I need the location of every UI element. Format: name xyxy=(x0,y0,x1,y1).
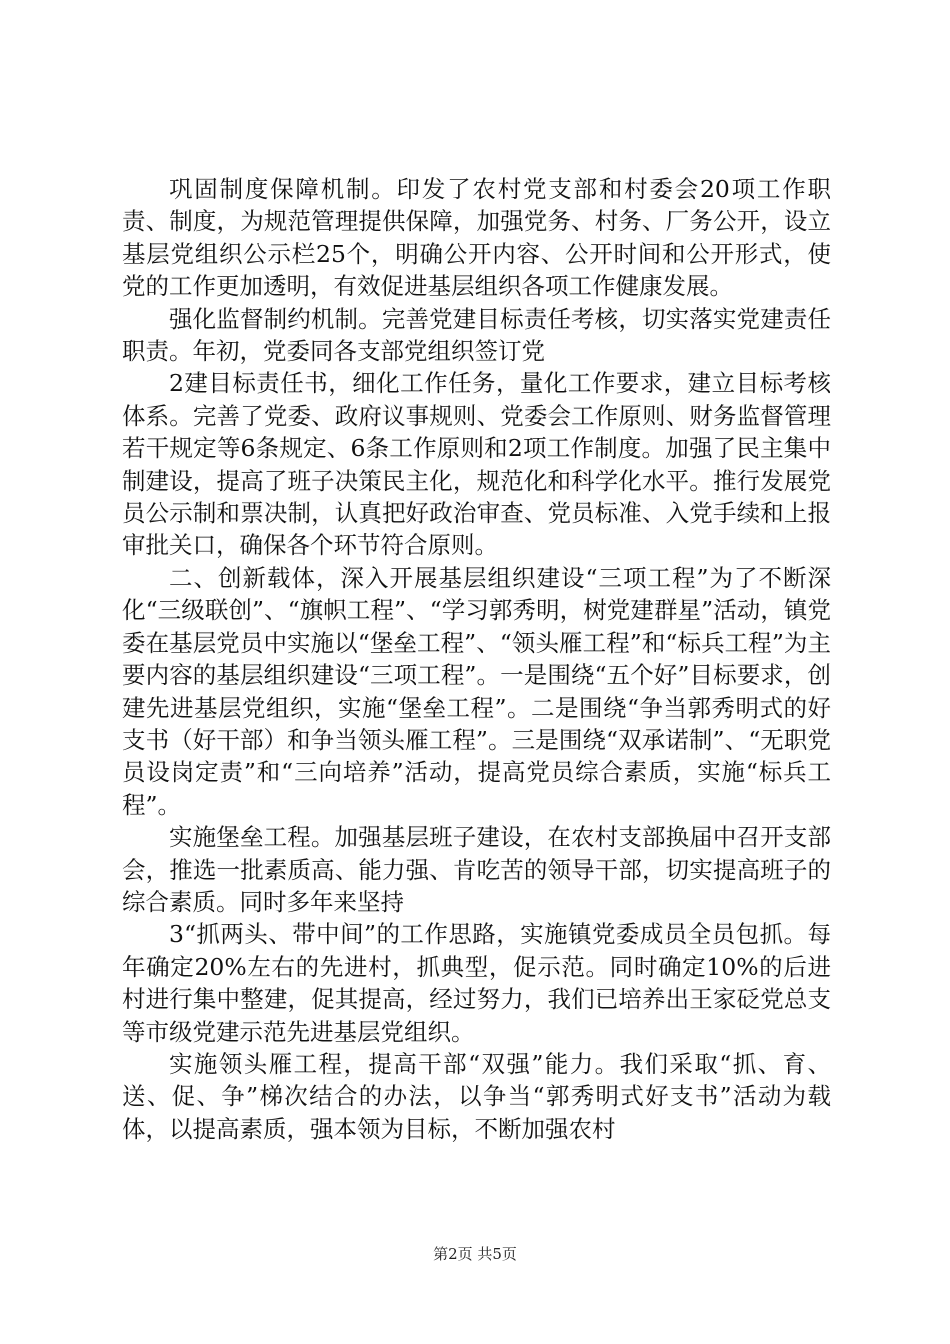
paragraph-7: 实施领头雁工程，提高干部“双强”能力。我们采取“抓、育、送、促、争”梯次结合的办法，以争当“郭秀明式好支书”活动为载体，以提高素质，强本领为目标，不断加强农村 xyxy=(122,1049,831,1143)
document-body xyxy=(122,173,831,1145)
paragraph-6: 3“抓两头、带中间”的工作思路，实施镇党委成员全员包抓。每年确定20%左右的先进村，抓典型，促示范。同时确定10%的后进村进行集中整建，促其提高，经过努力，我们已培养出王家砭党总支等市级党建示范先进基层党组织。 xyxy=(122,920,831,1046)
paragraph-4: 二、创新载体，深入开展基层组织建设“三项工程”为了不断深化“三级联创”、“旗帜工程”、“学习郭秀明，树党建群星”活动，镇党委在基层党员中实施以“堡垒工程”、“领头雁工程”和“标兵工程”为主要内容的基层组织建设“三项工程”。一是围绕“五个好”目标要求，创建先进基层党组织，实施“堡垒工程”。二是围绕“争当郭秀明式的好支书（好干部）和争当领头雁工程”。三是围绕“双承诺制”、“无职党员设岗定责”和“三向培养”活动，提高党员综合素质，实施“标兵工程”。 xyxy=(122,563,831,819)
page-footer: 第2页 共5页 xyxy=(433,1245,517,1263)
paragraph-5: 实施堡垒工程。加强基层班子建设，在农村支部换届中召开支部会，推选一批素质高、能力强、肯吃苦的领导干部，切实提高班子的综合素质。同时多年来坚持 xyxy=(122,823,831,916)
paragraph-3: 2建目标责任书，细化工作任务，量化工作要求，建立目标考核体系。完善了党委、政府议事规则、党委会工作原则、财务监督管理若干规定等6条规定、6条工作原则和2项工作制度。加强了民主集中制建设，提高了班子决策民主化，规范化和科学化水平。推行发展党员公示制和票决制，认真把好政治审查、党员标准、入党手续和上报审批关口，确保各个环节符合原则。 xyxy=(122,369,831,560)
paragraph-1: 巩固制度保障机制。印发了农村党支部和村委会20项工作职责、制度，为规范管理提供保障，加强党务、村务、厂务公开，设立基层党组织公示栏25个，明确公开内容、公开时间和公开形式，使党的工作更加透明，有效促进基层组织各项工作健康发展。 xyxy=(122,175,831,301)
paragraph-2: 强化监督制约机制。完善党建目标责任考核，切实落实党建责任职责。年初，党委同各支部党组织签订党 xyxy=(122,304,831,366)
